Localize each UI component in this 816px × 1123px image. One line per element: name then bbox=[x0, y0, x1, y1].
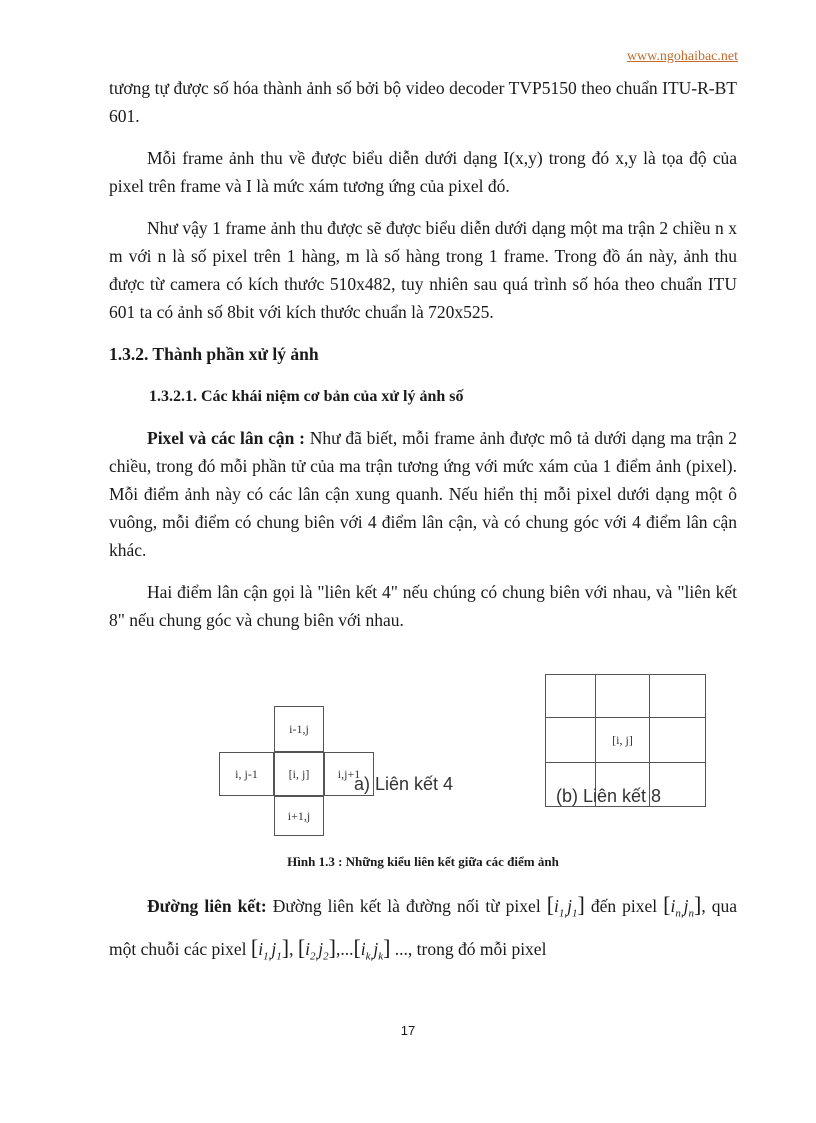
path-text-1: Đường liên kết là đường nối từ pixel bbox=[266, 896, 547, 916]
path-text-3: , qua một chuỗi các pixel bbox=[109, 896, 737, 959]
page-content bbox=[109, 74, 737, 973]
caption-8-connectivity: (b) Liên kết 8 bbox=[556, 786, 662, 806]
connectivity-figure bbox=[109, 648, 737, 848]
paragraph-2: Mỗi frame ảnh thu về được biểu diễn dưới dạng I(x,y) trong đó x,y là tọa độ của pixel trên frame và I là mức xám tương ứng của pixel đó. bbox=[109, 148, 737, 196]
path-text-4: ..., trong đó mỗi pixel bbox=[390, 938, 547, 959]
cell-top: i-1,j bbox=[274, 706, 324, 752]
caption-4-connectivity: a) Liên kết 4 bbox=[354, 774, 454, 794]
link-paragraph: Hai điểm lân cận gọi là "liên kết 4" nếu chúng có chung biên với nhau, và "liên kết 8" nếu chung góc và chung biên với nhau. bbox=[109, 582, 737, 630]
subsection-heading: 1.3.2.1. Các khái niệm cơ bản của xử lý ảnh số bbox=[149, 388, 464, 405]
path-term: Đường liên kết: bbox=[147, 896, 267, 916]
math-i1-j1: $[i_{1,}j_1]$ bbox=[546, 892, 585, 920]
pixel-text: Như đã biết, mỗi frame ảnh được mô tả dưới dạng ma trận 2 chiều, trong đó mỗi phần tử của ma trận tương ứng với mức xám của 1 điểm ảnh (pixel). Mỗi điểm ảnh này có các lân cận xung quanh. Nếu hiển thị mỗi pixel dưới dạng một ô vuông, mỗi điểm có chung biên với 4 điểm lân cận, và có chung góc với 4 điểm lân cận khác. bbox=[109, 428, 737, 560]
cell-center-8: [i, j] bbox=[612, 732, 633, 747]
grid-line bbox=[546, 762, 705, 763]
math-chain: $[i_{1,}j_1]$, $[i_{2,}j_2],...[i_{k,}j_k]$ bbox=[250, 934, 391, 962]
pixel-paragraph bbox=[109, 424, 737, 564]
cell-center-4: [i, j] bbox=[274, 752, 324, 796]
path-paragraph bbox=[109, 888, 737, 973]
cell-left: i, j-1 bbox=[219, 752, 274, 796]
math-in-jn: $[i_{n,}j_n]$ bbox=[663, 892, 702, 920]
paragraph-3: Như vậy 1 frame ảnh thu được sẽ được biểu diễn dưới dạng một ma trận 2 chiều n x m với n là số pixel trên 1 hàng, m là số hàng trong 1 frame. Trong đồ án này, ảnh thu được từ camera có kích thước 510x482, tuy nhiên sau quá trình số hóa theo chuẩn ITU 601 ta có ảnh số 8bit với kích thước chuẩn là 720x525. bbox=[109, 218, 737, 322]
page-number: 17 bbox=[400, 1023, 416, 1038]
pixel-term: Pixel và các lân cận : bbox=[147, 428, 305, 448]
figure-caption: Hình 1.3 : Những kiểu liên kết giữa các điểm ảnh bbox=[287, 854, 559, 869]
path-text-2: đến pixel bbox=[584, 896, 664, 916]
paragraph-1: tương tự được số hóa thành ảnh số bởi bộ video decoder TVP5150 theo chuẩn ITU-R-BT 601. bbox=[109, 78, 737, 126]
cell-right: i,j+1 bbox=[324, 752, 374, 796]
header-site-link[interactable]: www.ngohaibac.net bbox=[626, 49, 738, 64]
cell-bottom: i+1,j bbox=[274, 796, 324, 836]
section-heading: 1.3.2. Thành phần xử lý ảnh bbox=[109, 344, 319, 364]
